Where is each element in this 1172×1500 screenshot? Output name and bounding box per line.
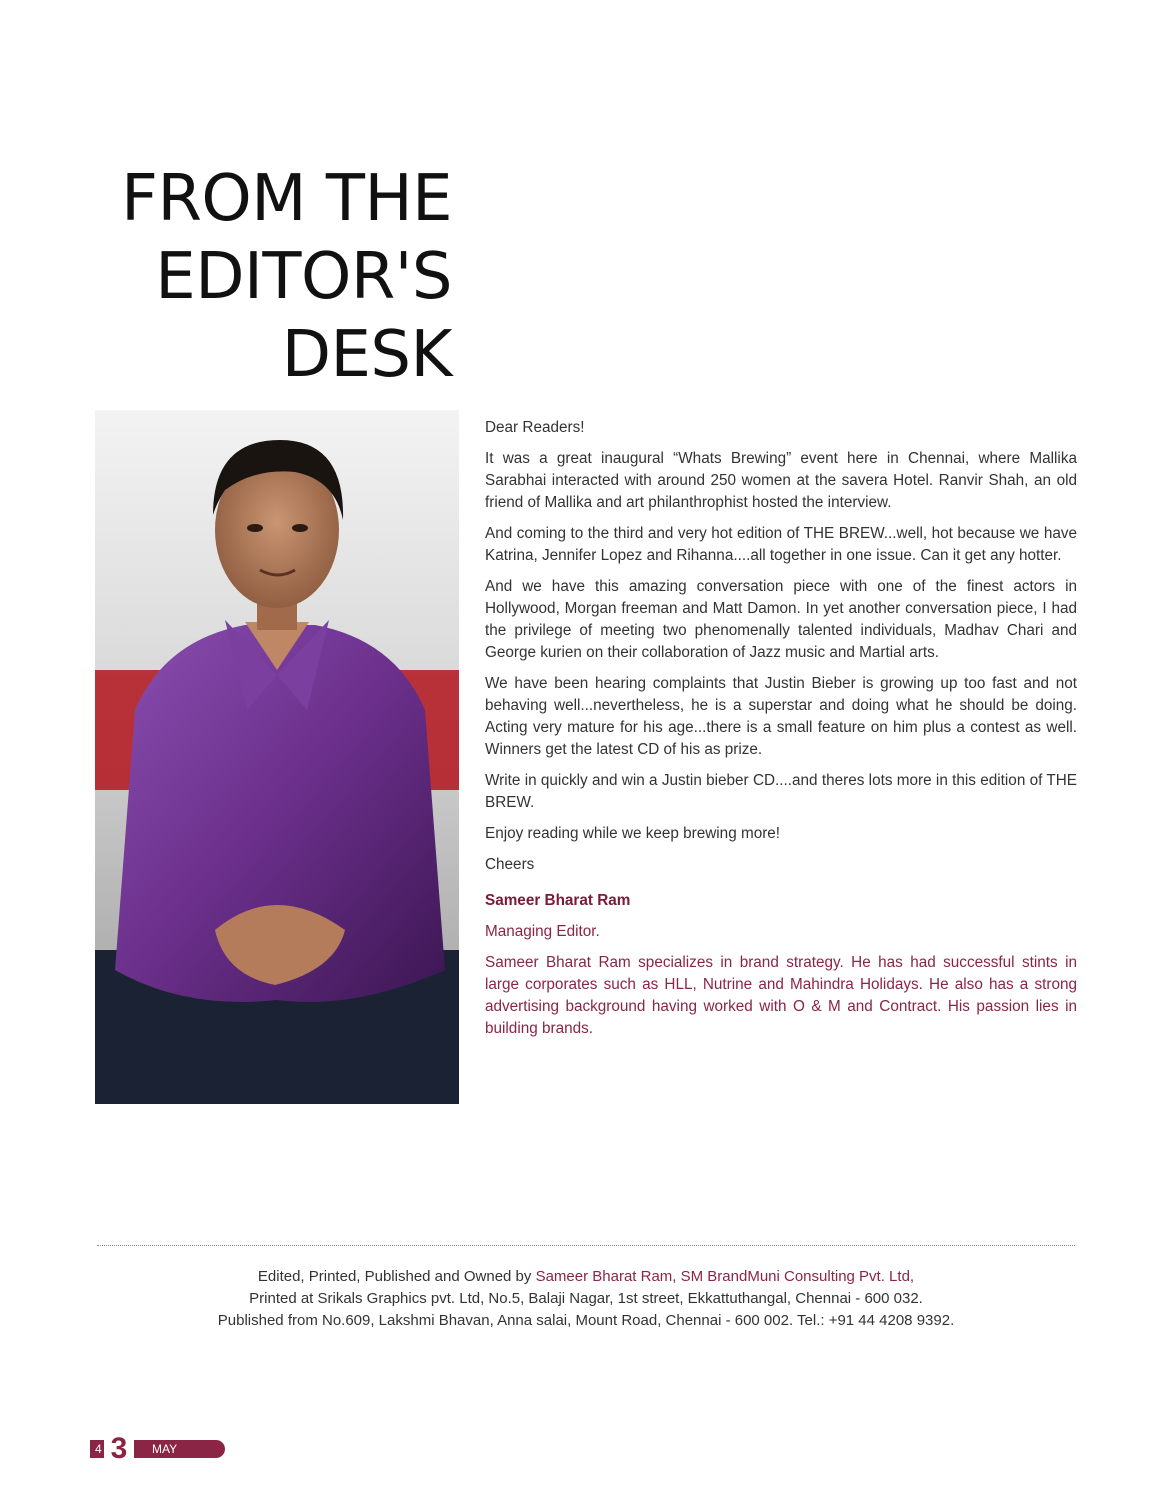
- letter-paragraph: And coming to the third and very hot edition of THE BREW...well, hot because we have Katrina, Jennifer Lopez and Rihanna....all together in one issue. Can it get any hotter.: [485, 525, 1077, 564]
- page-title: [32, 160, 452, 394]
- letter-paragraph: We have been hearing complaints that Justin Bieber is growing up too fast and not behaving well...nevertheless, he is a superstar and doing what he should be doing. Acting very mature for his age...there is a small feature on him plus a contest as well. Winners get the latest CD of his as prize.: [485, 675, 1077, 758]
- letter-paragraph: And we have this amazing conversation piece with one of the finest actors in Hollywood, Morgan freeman and Matt Damon. In yet another conversation piece, I had the privilege of meeting two phenomenally talented individuals, Madhav Chari and George kurien on their collaboration of Jazz music and Martial arts.: [485, 578, 1077, 661]
- brew-logo-icon: 3: [104, 1434, 134, 1464]
- signature-role: Managing Editor.: [485, 923, 600, 940]
- publication-credits: [0, 1266, 1172, 1332]
- credits-owner-name: Sameer Bharat Ram, SM BrandMuni Consulting Pvt. Ltd,: [535, 1268, 915, 1285]
- signature-name: Sameer Bharat Ram: [485, 892, 631, 909]
- letter-closing: Cheers: [485, 856, 535, 873]
- credits-line-1: [0, 1266, 1172, 1288]
- letter-greeting: Dear Readers!: [485, 419, 585, 436]
- credits-line-2: Printed at Srikals Graphics pvt. Ltd, No.5, Balaji Nagar, 1st street, Ekkattuthangal, Chennai - 600 032.: [249, 1290, 923, 1307]
- page-number: 4: [95, 1442, 102, 1456]
- editor-bio: Sameer Bharat Ram specializes in brand strategy. He has had successful stints in large corporates such as HLL, Nutrine and Mahindra Holidays. He also has a strong advertising background having worked with O & M and Contract. His passion lies in building brands.: [485, 954, 1077, 1037]
- letter-paragraph: Enjoy reading while we keep brewing more!: [485, 825, 781, 842]
- title-line-3: DESK: [281, 318, 452, 392]
- credits-owner-prefix: Edited, Printed, Published and Owned by: [257, 1268, 536, 1285]
- issue-date: MAY 2010: [152, 1442, 179, 1474]
- credits-line-3: Published from No.609, Lakshmi Bhavan, Anna salai, Mount Road, Chennai - 600 002. Tel.: +91 44 4208 9392.: [217, 1312, 955, 1329]
- editor-photo: [95, 410, 459, 1104]
- letter-paragraph: It was a great inaugural “Whats Brewing” event here in Chennai, where Mallika Sarabhai interacted with around 250 women at the savera Hotel. Ranvir Shah, an old friend of Mallika and art philanthrophist hosted the interview.: [485, 450, 1077, 511]
- dotted-divider: [97, 1245, 1075, 1246]
- title-line-1: FROM THE: [121, 162, 452, 236]
- title-line-2: EDITOR'S: [155, 240, 452, 314]
- editor-portrait-image: [95, 410, 459, 1104]
- editor-letter: [485, 417, 1077, 1049]
- letter-paragraph: Write in quickly and win a Justin bieber CD....and theres lots more in this edition of THE BREW.: [485, 772, 1077, 811]
